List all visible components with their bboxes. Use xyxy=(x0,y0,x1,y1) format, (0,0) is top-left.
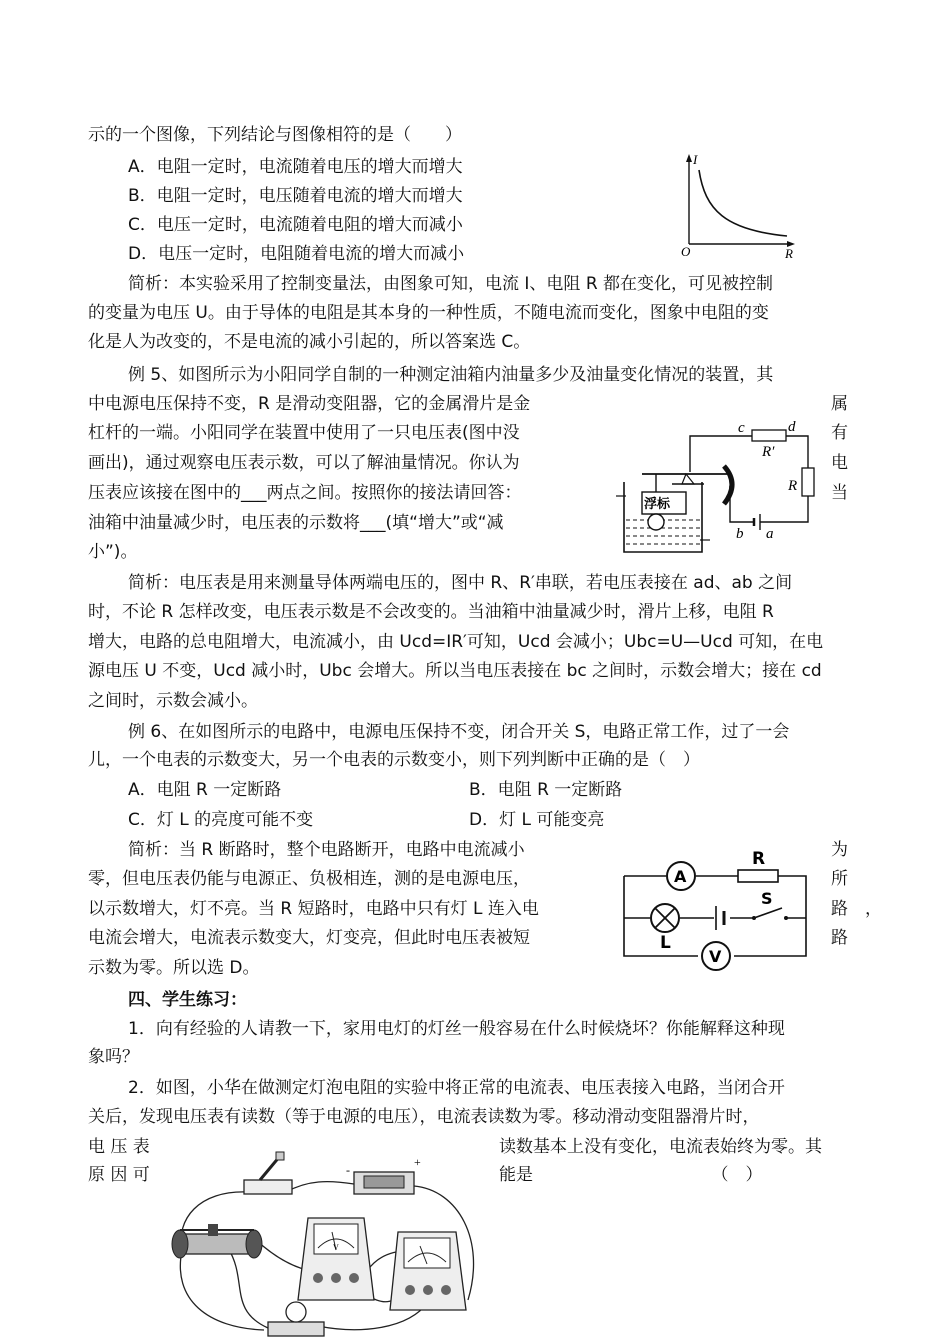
ex6-option-b: B．电阻 R 一定断路 xyxy=(469,780,623,800)
float-label: 浮标 xyxy=(644,497,671,512)
resistor-r xyxy=(738,870,778,882)
ex5-line-1: 例 5、如图所示为小阳同学自制的一种测定油箱内油量多少及油量变化情况的装置，其 xyxy=(128,365,774,385)
ex6-analysis-2: 零，但电压表仍能与电源正、负极相连，测的是电源电压， xyxy=(88,869,530,889)
q2-right-2: 能是 （ ） xyxy=(499,1165,763,1185)
q2-line-1: 2．如图，小华在做测定灯泡电阻的实验中将正常的电流表、电压表接入电路，当闭合开 xyxy=(128,1078,785,1098)
q2-left-1: 电 压 表 xyxy=(88,1137,150,1157)
bulb-base xyxy=(268,1322,324,1336)
ammeter-label: A xyxy=(674,867,687,886)
ex5-right-3: 电 xyxy=(831,453,848,473)
q4-analysis-3: 化是人为改变的，不是电流的减小引起的，所以答案选 C。 xyxy=(88,332,531,352)
ex6-circuit-figure xyxy=(618,848,818,974)
q4-option-a: A．电阻一定时，电流随着电压的增大而增大 xyxy=(128,157,463,177)
q4-option-d: D．电压一定时，电阻随着电流的增大而减小 xyxy=(128,244,465,264)
switch-label: S xyxy=(761,889,773,908)
battery-plus: + xyxy=(414,1155,421,1169)
ex6-analysis-3: 以示数增大，灯不亮。当 R 短路时，电路中只有灯 L 连入电 xyxy=(88,899,539,919)
ex6-option-a: A．电阻 R 一定断路 xyxy=(128,780,282,800)
q2-line-2: 关后，发现电压表有读数（等于电源的电压），电流表读数为零。移动滑动变阻器滑片时， xyxy=(88,1107,760,1127)
ex6-analysis-5: 示数为零。所以选 D。 xyxy=(88,958,260,978)
ex6-analysis-4: 电流会增大，电流表示数变大，灯变亮，但此时电压表被短 xyxy=(88,928,530,948)
bulb xyxy=(286,1302,306,1322)
label-c: c xyxy=(738,420,745,436)
q2-left-2: 原 因 可 xyxy=(88,1165,150,1185)
ex6-right-4: 路 xyxy=(831,928,848,948)
section4-title: 四、学生练习： xyxy=(128,990,247,1010)
label-d: d xyxy=(788,419,796,435)
ex5-analysis-3: 增大，电路的总电阻增大，电流减小，由 Ucd=IR′可知，Ucd 会减小；Ubc=U—Ucd 可知，在电 xyxy=(88,632,824,652)
q1-line-1: 1．向有经验的人请教一下，家用电灯的灯丝一般容易在什么时候烧坏？你能解释这种现 xyxy=(128,1019,785,1039)
voltmeter-mark: V xyxy=(333,1243,339,1252)
lab-apparatus-figure xyxy=(168,1150,490,1342)
ex6-analysis-1: 简析：当 R 断路时，整个电路断开，电路中电流减小 xyxy=(128,840,525,860)
ex5-analysis-4: 源电压 U 不变，Ucd 减小时，Ubc 会增大。所以当电压表接在 bc 之间时，示数会增大；接在 cd xyxy=(88,661,822,681)
ex6-line-1: 例 6、在如图所示的电路中，电源电压保持不变，闭合开关 S，电路正常工作，过了一会 xyxy=(128,722,790,742)
ex5-analysis-1: 简析：电压表是用来测量导体两端电压的，图中 R、R′串联，若电压表接在 ad、ab 之间 xyxy=(128,573,793,593)
ex5-analysis-5: 之间时，示数会减小。 xyxy=(88,691,258,711)
ex5-analysis-2: 时，不论 R 怎样改变，电压表示数是不会改变的。当油箱中油量减少时，滑片上移，电阻 R xyxy=(88,602,774,622)
ex6-right-2: 所 xyxy=(831,869,848,889)
intro-line: 示的一个图像，下列结论与图像相符的是（ ） xyxy=(88,125,462,145)
label-b: b xyxy=(736,526,744,542)
resistor-r-right xyxy=(802,468,814,496)
ex6-line-2: 儿，一个电表的示数变大，另一个电表的示数变小，则下列判断中正确的是（ ） xyxy=(88,750,700,770)
resistor-label: R xyxy=(752,849,766,869)
resistor-r-prime xyxy=(752,430,786,441)
q1-line-2: 象吗？ xyxy=(88,1047,139,1067)
ex5-left-2: 杠杆的一端。小阳同学在装置中使用了一只电压表(图中没 xyxy=(88,423,520,443)
ex5-right-2: 有 xyxy=(831,423,848,443)
graph-origin-label: O xyxy=(681,244,691,259)
q4-analysis-1: 简析：本实验采用了控制变量法，由图象可知，电流 I、电阻 R 都在变化，可见被控制 xyxy=(128,274,774,294)
graph-y-label: I xyxy=(693,152,698,167)
q2-right-1: 读数基本上没有变化，电流表始终为零。其 xyxy=(499,1137,822,1157)
ex5-right-4: 当 xyxy=(831,483,848,503)
ex5-left-4: 压表应该接在图中的___两点之间。按照你的接法请回答： xyxy=(88,483,522,503)
ex6-right-1: 为 xyxy=(831,840,848,860)
ex6-option-d: D．灯 L 可能变亮 xyxy=(469,810,605,830)
lamp-label: L xyxy=(660,933,671,953)
q4-option-b: B．电阻一定时，电压随着电流的增大而增大 xyxy=(128,186,463,206)
ex5-left-1: 中电源电压保持不变，R 是滑动变阻器，它的金属滑片是金 xyxy=(88,394,531,414)
q4-option-c: C．电压一定时，电流随着电阻的增大而减小 xyxy=(128,215,463,235)
knife-switch xyxy=(244,1180,292,1194)
current-resistance-graph xyxy=(675,150,805,260)
label-r: R xyxy=(788,478,798,494)
float-ball xyxy=(648,514,664,530)
ex5-left-5: 油箱中油量减少时，电压表的示数将___(填“增大”或“减 xyxy=(88,513,504,533)
oil-tank-circuit-figure xyxy=(612,412,822,562)
q4-analysis-2: 的变量为电压 U。由于导体的电阻是其本身的一种性质，不随电流而变化，图象中电阻的变 xyxy=(88,303,769,323)
ex5-left-6: 小”)。 xyxy=(88,542,138,562)
label-a: a xyxy=(766,526,774,542)
label-r-prime: R′ xyxy=(762,444,775,460)
voltmeter-label: V xyxy=(709,947,722,966)
ex5-right-1: 属 xyxy=(831,394,848,414)
graph-x-label: R xyxy=(785,246,793,260)
ex5-left-3: 画出)，通过观察电压表示数，可以了解油量情况。你认为 xyxy=(88,453,520,473)
battery-minus: - xyxy=(346,1163,350,1177)
ex6-option-c: C．灯 L 的亮度可能不变 xyxy=(128,810,314,830)
ex6-right-3: 路 ， xyxy=(831,899,882,919)
